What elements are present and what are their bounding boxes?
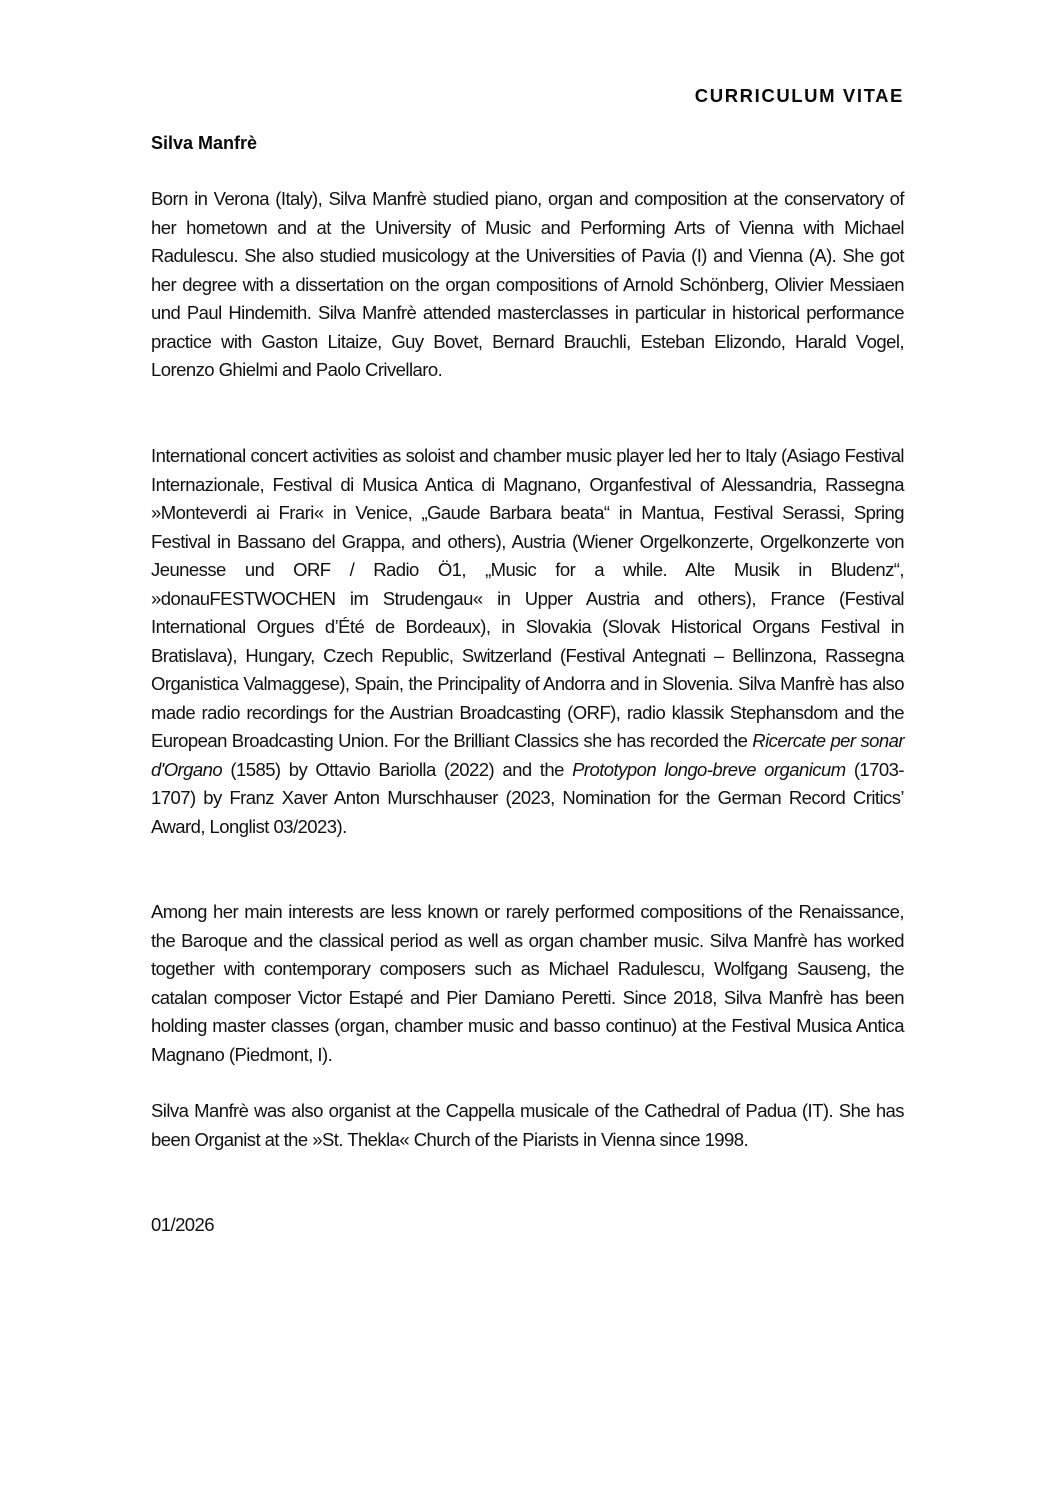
paragraph-interests: Among her main interests are less known or rarely performed compositions of the Renaissance, the Baroque and the classical period as well as organ chamber music. Silva Manfrè has worked together with contemporary composers such as Michael Radulescu, Wolfgang Sauseng, the catalan composer Victor Estapé and Pier Damiano Peretti. Since 2018, Silva Manfrè has been holding master classes (organ, chamber music and basso continuo) at the Festival Musica Antica Magnano (Piedmont, I). xyxy=(151,901,904,1065)
paragraph-text: (1703-1707) by Franz Xaver Anton Murschhauser (2023, Nomination for the German Record Critics’ Award, Longlist 03/2023). xyxy=(151,758,904,837)
document-title: CURRICULUM VITAE xyxy=(694,85,904,106)
paragraph-concert-activities xyxy=(151,442,904,841)
paragraph-education: Born in Verona (Italy), Silva Manfrè studied piano, organ and composition at the conservatory of her hometown and at the University of Music and Performing Arts of Vienna with Michael Radulescu. She also studied musicology at the Universities of Pavia (I) and Vienna (A). She got her degree with a dissertation on the organ compositions of Arnold Schönberg, Olivier Messiaen und Paul Hindemith. Silva Manfrè attended masterclasses in particular in historical performance practice with Gaston Litaize, Guy Bovet, Bernard Brauchli, Esteban Elizondo, Harald Vogel, Lorenzo Ghielmi and Paolo Crivellaro. xyxy=(151,188,904,380)
paragraph-organist-positions: Silva Manfrè was also organist at the Cappella musicale of the Cathedral of Padua (IT). She has been Organist at the »St. Thekla« Church of the Piarists in Vienna since 1998. xyxy=(151,1100,904,1150)
recording-title-prototypon: Prototypon longo-breve organicum xyxy=(572,758,846,780)
document-date: 01/2026 xyxy=(151,1214,215,1235)
paragraph-text: (1585) by Ottavio Bariolla (2022) and the xyxy=(222,758,573,780)
recording-title-ricercate: Ricercate per sonar d'Organo xyxy=(151,730,905,780)
paragraph-text: International concert activities as soloist and chamber music player led her to Italy (Asiago Festival Internazionale, Festival di Musica Antica di Magnano, Organfestival of Alessandria, Rassegna »Monteverdi ai Frari« in Venice, „Gaude Barbara beata“ in Mantua, Festival Serassi, Spring Festival in Bassano del Grappa, and others), Austria (Wiener Orgelkonzerte, Orgelkonzerte von Jeunesse und ORF / Radio Ö1, „Music for a while. Alte Musik in Bludenz“, »donauFESTWOCHEN im Strudengau« in Upper Austria and others), France (Festival International Orgues d’Été de Bordeaux), in Slovakia (Slovak Historical Organs Festival in Bratislava), Hungary, Czech Republic, Switzerland (Festival Antegnati – Bellinzona, Rassegna Organistica Valmaggese), Spain, the Principality of Andorra and in Slovenia. Silva Manfrè has also made radio recordings for the Austrian Broadcasting (ORF), radio klassik Stephansdom and the European Broadcasting Union. For the Brilliant Classics she has recorded the xyxy=(151,445,904,751)
person-name-heading: Silva Manfrè xyxy=(151,133,258,153)
